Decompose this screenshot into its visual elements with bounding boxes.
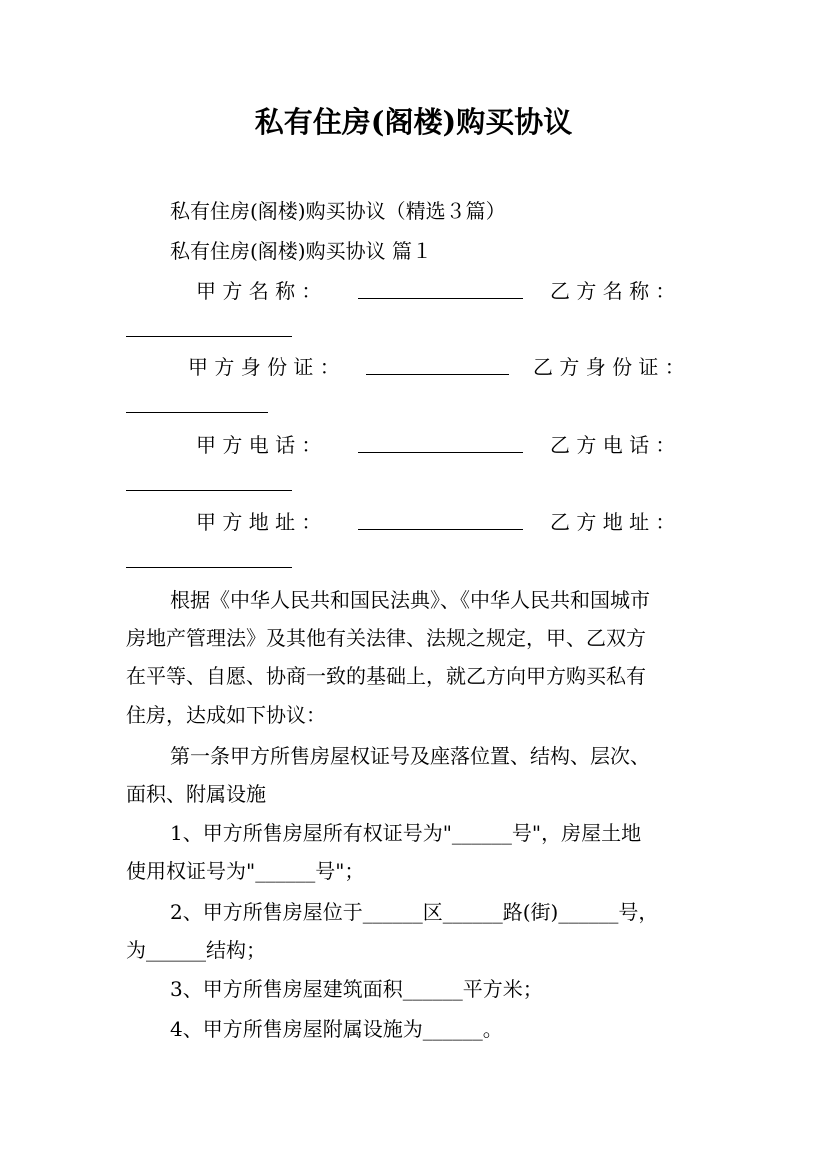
party-a-phone-blank xyxy=(358,452,523,453)
document-subtitle: 私有住房(阁楼)购买协议（精选３篇） xyxy=(170,199,506,223)
body-line: 住房，达成如下协议： xyxy=(126,703,326,727)
section-heading: 私有住房(阁楼)购买协议 篇１ xyxy=(170,239,432,263)
body-line: 为______结构； xyxy=(126,938,266,962)
body-line: 使用权证号为"______号"； xyxy=(126,859,365,883)
body-line: 面积、附属设施 xyxy=(126,782,266,806)
party-a-id-blank xyxy=(366,374,509,375)
clause-4: 4、甲方所售房屋附属设施为______。 xyxy=(170,1017,503,1041)
party-b-name-blank xyxy=(126,336,292,337)
party-b-address-label: 乙 方 地 址 ： xyxy=(550,510,676,534)
party-a-address-label: 甲 方 地 址 ： xyxy=(196,510,322,534)
party-b-address-blank xyxy=(126,567,292,568)
party-b-id-label: 乙 方 身 份 证 ： xyxy=(533,355,685,379)
clause-1: 1、甲方所售房屋所有权证号为"______号"，房屋土地 xyxy=(170,821,642,845)
party-a-phone-label: 甲 方 电 话 ： xyxy=(196,433,322,457)
party-a-name-blank xyxy=(358,298,523,299)
body-line: 房地产管理法》及其他有关法律、法规之规定，甲、乙双方 xyxy=(126,626,646,650)
document-title: 私有住房(阁楼)购买协议 xyxy=(254,105,573,139)
party-a-id-label: 甲 方 身 份 证 ： xyxy=(188,355,340,379)
party-b-id-blank xyxy=(126,412,268,413)
body-line: 根据《中华人民共和国民法典》、《中华人民共和国城市 xyxy=(170,588,650,612)
body-line: 在平等、自愿、协商一致的基础上，就乙方向甲方购买私有 xyxy=(126,664,646,688)
party-b-name-label: 乙 方 名 称 ： xyxy=(550,279,676,303)
article-heading: 第一条甲方所售房屋权证号及座落位置、结构、层次、 xyxy=(170,744,650,768)
party-a-name-label: 甲 方 名 称 ： xyxy=(196,279,322,303)
clause-3: 3、甲方所售房屋建筑面积______平方米； xyxy=(170,977,543,1001)
party-b-phone-label: 乙 方 电 话 ： xyxy=(550,433,676,457)
party-a-address-blank xyxy=(358,529,523,530)
party-b-phone-blank xyxy=(126,490,292,491)
clause-2: 2、甲方所售房屋位于______区______路(街)______号， xyxy=(170,900,659,924)
